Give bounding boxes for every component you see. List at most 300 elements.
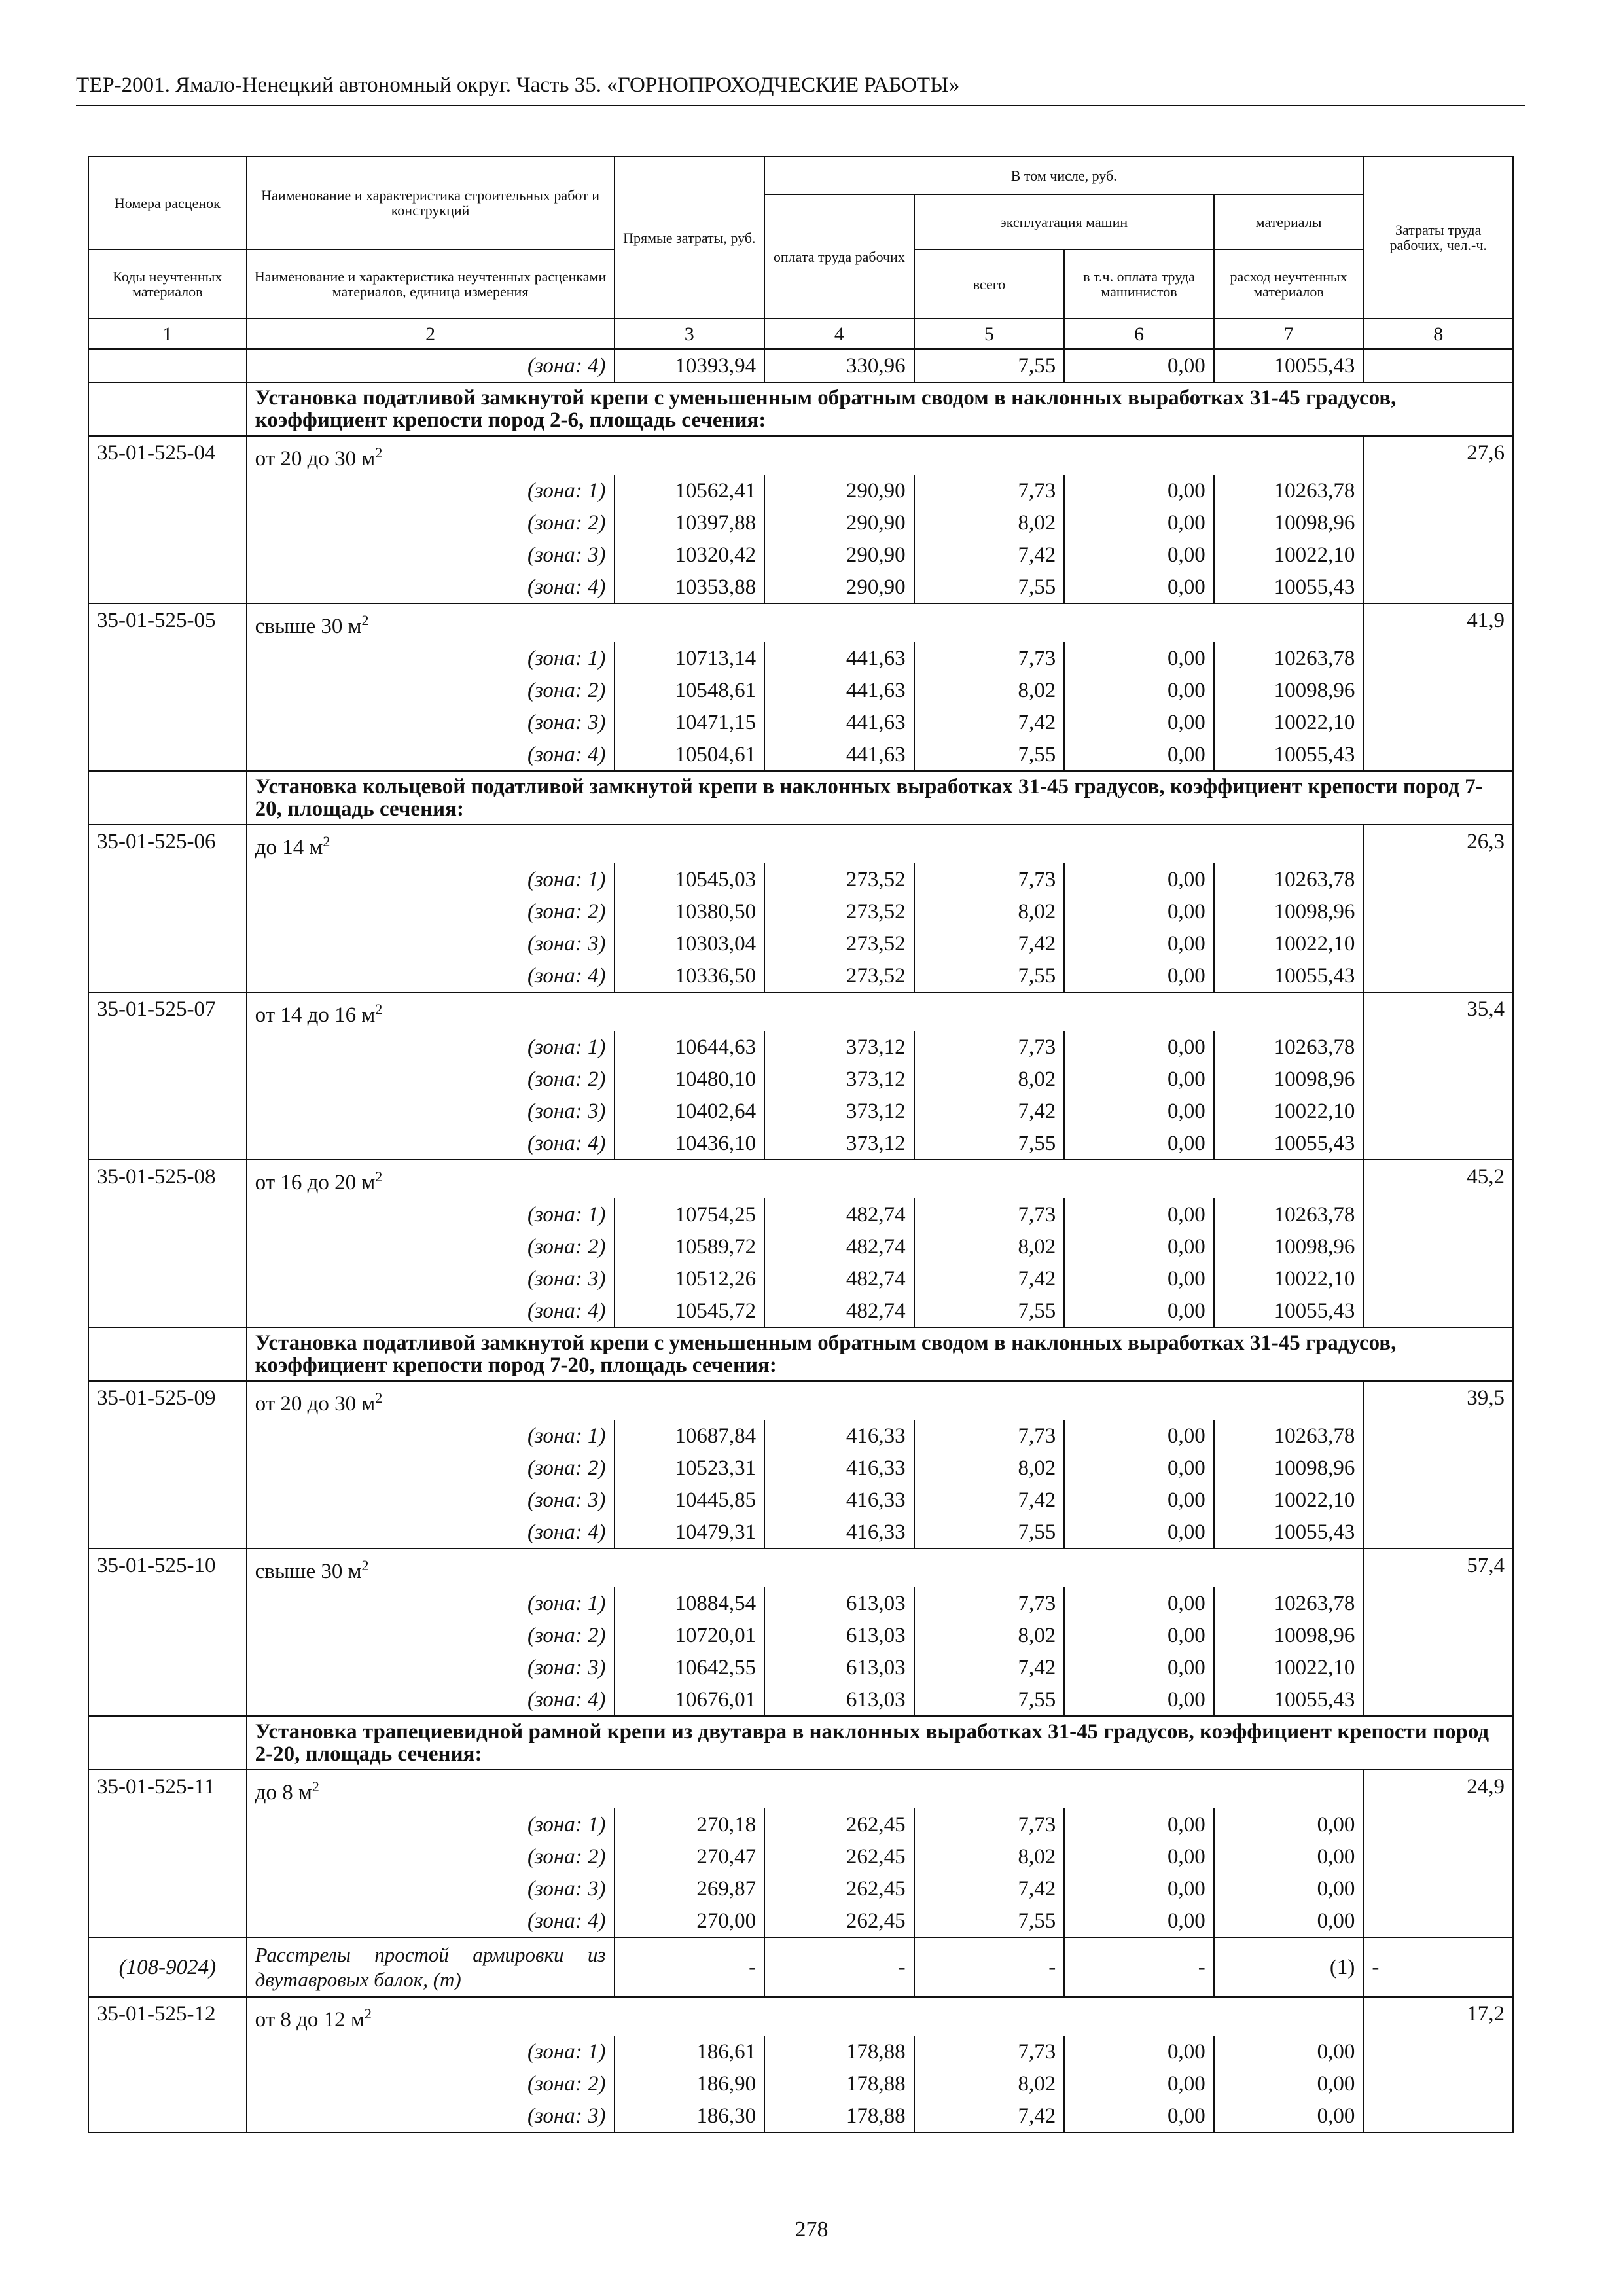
machinist-pay: 0,00 <box>1064 571 1214 603</box>
direct-costs: 10353,88 <box>615 571 765 603</box>
labor-cost <box>1363 2068 1513 2100</box>
zone-row <box>88 539 1513 571</box>
machines-total: 7,55 <box>914 1127 1065 1160</box>
machinist-pay: 0,00 <box>1064 1095 1214 1127</box>
direct-costs: 10320,42 <box>615 539 765 571</box>
worker-pay: 290,90 <box>764 539 914 571</box>
zone-row <box>88 863 1513 895</box>
machinist-pay: 0,00 <box>1064 1683 1214 1716</box>
direct-costs: 10480,10 <box>615 1063 765 1095</box>
worker-pay: 330,96 <box>764 349 914 382</box>
zone-label: (зона: 4) <box>247 571 615 603</box>
materials-cost: 10055,43 <box>1214 960 1364 992</box>
zone-row <box>88 475 1513 507</box>
machines-total: 8,02 <box>914 1619 1065 1651</box>
machines-total: 7,73 <box>914 1031 1065 1063</box>
machines-total: 7,42 <box>914 1263 1065 1295</box>
column-numbers-row <box>88 319 1513 349</box>
rate-name-text: от 20 до 30 м <box>255 1392 376 1416</box>
worker-pay: 273,52 <box>764 863 914 895</box>
rate-name-text: свыше 30 м <box>255 1560 362 1583</box>
direct-costs: 10548,61 <box>615 674 765 706</box>
rate-name-text: от 14 до 16 м <box>255 1003 376 1027</box>
rate-name <box>247 1549 1364 1587</box>
materials-cost: 10022,10 <box>1214 1484 1364 1516</box>
section-row <box>88 771 1513 825</box>
machines-total: 7,73 <box>914 1198 1065 1230</box>
section-code-cell <box>88 771 247 825</box>
labor-cost <box>1363 1683 1513 1716</box>
worker-pay: 416,33 <box>764 1452 914 1484</box>
labor-cost <box>1363 706 1513 738</box>
column-number: 4 <box>764 319 914 349</box>
rate-item-row <box>88 1160 1513 1198</box>
machinist-pay: 0,00 <box>1064 475 1214 507</box>
direct-costs: 10471,15 <box>615 706 765 738</box>
materials-cost: 10022,10 <box>1214 706 1364 738</box>
zone-label: (зона: 1) <box>247 475 615 507</box>
running-header: ТЕР-2001. Ямало-Ненецкий автономный округ. Часть 35. «ГОРНОПРОХОДЧЕСКИЕ РАБОТЫ» <box>76 73 960 97</box>
price-table <box>88 156 1514 2133</box>
zone-row <box>88 1452 1513 1484</box>
rate-code: 35-01-525-06 <box>88 825 247 863</box>
zone-row <box>88 1651 1513 1683</box>
worker-pay: 373,12 <box>764 1063 914 1095</box>
machines-total: 8,02 <box>914 895 1065 927</box>
worker-pay: 273,52 <box>764 927 914 960</box>
rate-name <box>247 1160 1364 1198</box>
machinist-pay: - <box>1064 1937 1214 1997</box>
direct-costs: 186,30 <box>615 2100 765 2132</box>
zone-row <box>88 1587 1513 1619</box>
materials-cost: 10263,78 <box>1214 863 1364 895</box>
machines-total: 7,55 <box>914 349 1065 382</box>
labor-cost <box>1363 1063 1513 1095</box>
code-cell <box>88 539 247 571</box>
zone-row <box>88 642 1513 674</box>
column-number: 8 <box>1363 319 1513 349</box>
machines-total: 8,02 <box>914 1840 1065 1873</box>
direct-costs: 270,00 <box>615 1905 765 1937</box>
code-cell <box>88 2036 247 2068</box>
header-including: В том числе, руб. <box>764 156 1363 194</box>
labor-cost: 26,3 <box>1363 825 1513 863</box>
labor-cost <box>1363 539 1513 571</box>
header-labor-costs: Затраты труда рабочих, чел.-ч. <box>1363 156 1513 319</box>
labor-cost <box>1363 349 1513 382</box>
machinist-pay: 0,00 <box>1064 1484 1214 1516</box>
direct-costs: 10402,64 <box>615 1095 765 1127</box>
direct-costs: 270,18 <box>615 1808 765 1840</box>
machines-total: 7,42 <box>914 927 1065 960</box>
code-cell <box>88 1198 247 1230</box>
labor-cost <box>1363 1808 1513 1840</box>
rate-name-text: до 8 м <box>255 1781 312 1804</box>
machinist-pay: 0,00 <box>1064 349 1214 382</box>
materials-cost: 10055,43 <box>1214 571 1364 603</box>
code-cell <box>88 1873 247 1905</box>
zone-label: (зона: 3) <box>247 2100 615 2132</box>
zone-row <box>88 1095 1513 1127</box>
header-direct-costs: Прямые затраты, руб. <box>615 156 765 319</box>
worker-pay: 373,12 <box>764 1031 914 1063</box>
labor-cost <box>1363 1198 1513 1230</box>
header-material-names: Наименование и характеристика неучтенных расценками материалов, единица измерения <box>247 249 615 319</box>
direct-costs: 10884,54 <box>615 1587 765 1619</box>
direct-costs: 269,87 <box>615 1873 765 1905</box>
worker-pay: 613,03 <box>764 1587 914 1619</box>
rate-name-text: свыше 30 м <box>255 615 362 638</box>
machines-total: 7,42 <box>914 1651 1065 1683</box>
header-machine-operation: эксплуатация машин <box>914 194 1214 249</box>
zone-row <box>88 738 1513 771</box>
machines-total: 7,73 <box>914 1587 1065 1619</box>
code-cell <box>88 507 247 539</box>
material-row <box>88 1937 1513 1997</box>
direct-costs: 10393,94 <box>615 349 765 382</box>
worker-pay: 416,33 <box>764 1420 914 1452</box>
materials-cost: 10022,10 <box>1214 1651 1364 1683</box>
zone-label: (зона: 1) <box>247 2036 615 2068</box>
labor-cost <box>1363 1095 1513 1127</box>
code-cell <box>88 571 247 603</box>
worker-pay: - <box>764 1937 914 1997</box>
labor-cost <box>1363 863 1513 895</box>
code-cell <box>88 1683 247 1716</box>
labor-cost <box>1363 2036 1513 2068</box>
worker-pay: 416,33 <box>764 1516 914 1549</box>
machines-total: 8,02 <box>914 1063 1065 1095</box>
machinist-pay: 0,00 <box>1064 1295 1214 1327</box>
worker-pay: 290,90 <box>764 571 914 603</box>
header-work-name: Наименование и характеристика строительных работ и конструкций <box>247 156 615 249</box>
zone-row <box>88 349 1513 382</box>
labor-cost <box>1363 571 1513 603</box>
labor-cost <box>1363 1295 1513 1327</box>
direct-costs: 10545,72 <box>615 1295 765 1327</box>
header-material-codes: Коды неучтенных материалов <box>88 249 247 319</box>
zone-label: (зона: 4) <box>247 349 615 382</box>
labor-cost: - <box>1363 1937 1513 1997</box>
rate-code: 35-01-525-08 <box>88 1160 247 1198</box>
code-cell <box>88 1095 247 1127</box>
zone-label: (зона: 2) <box>247 1619 615 1651</box>
zone-label: (зона: 1) <box>247 863 615 895</box>
table-body <box>88 349 1513 2132</box>
rate-name-superscript: 2 <box>375 1390 383 1406</box>
column-number: 6 <box>1064 319 1214 349</box>
rate-item-row <box>88 992 1513 1031</box>
header-machines-total: всего <box>914 249 1065 319</box>
labor-cost <box>1363 1840 1513 1873</box>
material-code: (108-9024) <box>88 1937 247 1997</box>
rate-name <box>247 1997 1364 2036</box>
labor-cost <box>1363 738 1513 771</box>
direct-costs: 10562,41 <box>615 475 765 507</box>
rate-item-row <box>88 1381 1513 1420</box>
zone-row <box>88 674 1513 706</box>
code-cell <box>88 738 247 771</box>
section-code-cell <box>88 382 247 436</box>
machinist-pay: 0,00 <box>1064 2036 1214 2068</box>
machinist-pay: 0,00 <box>1064 2068 1214 2100</box>
zone-label: (зона: 3) <box>247 1263 615 1295</box>
materials-cost: 10055,43 <box>1214 1516 1364 1549</box>
materials-cost: 10263,78 <box>1214 1587 1364 1619</box>
code-cell <box>88 1420 247 1452</box>
machinist-pay: 0,00 <box>1064 1873 1214 1905</box>
zone-label: (зона: 4) <box>247 960 615 992</box>
rate-item-row <box>88 1770 1513 1808</box>
zone-row <box>88 1905 1513 1937</box>
materials-cost: 10098,96 <box>1214 1063 1364 1095</box>
labor-cost <box>1363 1420 1513 1452</box>
zone-row <box>88 1516 1513 1549</box>
code-cell <box>88 1840 247 1873</box>
labor-cost: 39,5 <box>1363 1381 1513 1420</box>
direct-costs: 10504,61 <box>615 738 765 771</box>
zone-row <box>88 1230 1513 1263</box>
rate-name <box>247 436 1364 475</box>
rate-code: 35-01-525-11 <box>88 1770 247 1808</box>
section-title: Установка податливой замкнутой крепи с уменьшенным обратным сводом в наклонных выработках 31-45 градусов, коэффициент крепости пород 7-20, площадь сечения: <box>247 1327 1513 1381</box>
direct-costs: 10445,85 <box>615 1484 765 1516</box>
direct-costs: 10397,88 <box>615 507 765 539</box>
zone-row <box>88 895 1513 927</box>
zone-label: (зона: 3) <box>247 1484 615 1516</box>
direct-costs: 186,61 <box>615 2036 765 2068</box>
zone-label: (зона: 2) <box>247 895 615 927</box>
labor-cost <box>1363 1484 1513 1516</box>
materials-cost: (1) <box>1214 1937 1364 1997</box>
direct-costs: 10303,04 <box>615 927 765 960</box>
code-cell <box>88 1031 247 1063</box>
worker-pay: 373,12 <box>764 1095 914 1127</box>
machines-total: 8,02 <box>914 2068 1065 2100</box>
direct-costs: 10642,55 <box>615 1651 765 1683</box>
direct-costs: 10713,14 <box>615 642 765 674</box>
direct-costs: - <box>615 1937 765 1997</box>
rate-name <box>247 1381 1364 1420</box>
header-machinist-pay: в т.ч. оплата труда машинистов <box>1064 249 1214 319</box>
zone-label: (зона: 1) <box>247 1587 615 1619</box>
machinist-pay: 0,00 <box>1064 539 1214 571</box>
rate-name-superscript: 2 <box>375 1168 383 1185</box>
zone-label: (зона: 3) <box>247 1873 615 1905</box>
machinist-pay: 0,00 <box>1064 863 1214 895</box>
code-cell <box>88 642 247 674</box>
machinist-pay: 0,00 <box>1064 1516 1214 1549</box>
machinist-pay: 0,00 <box>1064 1840 1214 1873</box>
materials-cost: 10098,96 <box>1214 895 1364 927</box>
machines-total: 7,55 <box>914 1683 1065 1716</box>
code-cell <box>88 1263 247 1295</box>
zone-row <box>88 1420 1513 1452</box>
machinist-pay: 0,00 <box>1064 1198 1214 1230</box>
zone-label: (зона: 4) <box>247 1516 615 1549</box>
worker-pay: 482,74 <box>764 1295 914 1327</box>
machinist-pay: 0,00 <box>1064 1420 1214 1452</box>
machinist-pay: 0,00 <box>1064 1127 1214 1160</box>
machines-total: 7,42 <box>914 1484 1065 1516</box>
zone-row <box>88 1619 1513 1651</box>
header-materials: материалы <box>1214 194 1364 249</box>
zone-row <box>88 571 1513 603</box>
zone-row <box>88 706 1513 738</box>
table-header <box>88 156 1513 349</box>
materials-cost: 0,00 <box>1214 1840 1364 1873</box>
zone-row <box>88 2100 1513 2132</box>
labor-cost <box>1363 960 1513 992</box>
machines-total: 8,02 <box>914 674 1065 706</box>
materials-cost: 0,00 <box>1214 2100 1364 2132</box>
direct-costs: 10523,31 <box>615 1452 765 1484</box>
materials-cost: 10055,43 <box>1214 1683 1364 1716</box>
direct-costs: 186,90 <box>615 2068 765 2100</box>
labor-cost <box>1363 1263 1513 1295</box>
materials-cost: 10263,78 <box>1214 475 1364 507</box>
machines-total: 7,42 <box>914 706 1065 738</box>
code-cell <box>88 927 247 960</box>
materials-cost: 10263,78 <box>1214 1198 1364 1230</box>
labor-cost <box>1363 1516 1513 1549</box>
machinist-pay: 0,00 <box>1064 1619 1214 1651</box>
direct-costs: 10380,50 <box>615 895 765 927</box>
machines-total: - <box>914 1937 1065 1997</box>
code-cell <box>88 960 247 992</box>
rate-name-superscript: 2 <box>361 1557 369 1573</box>
machinist-pay: 0,00 <box>1064 1452 1214 1484</box>
machinist-pay: 0,00 <box>1064 738 1214 771</box>
page-number: 278 <box>794 2217 829 2242</box>
rate-name-superscript: 2 <box>312 1778 319 1795</box>
zone-row <box>88 1873 1513 1905</box>
code-cell <box>88 1587 247 1619</box>
machinist-pay: 0,00 <box>1064 1905 1214 1937</box>
worker-pay: 262,45 <box>764 1840 914 1873</box>
zone-label: (зона: 4) <box>247 1905 615 1937</box>
direct-costs: 10436,10 <box>615 1127 765 1160</box>
rate-name-text: до 14 м <box>255 836 323 859</box>
labor-cost <box>1363 1651 1513 1683</box>
direct-costs: 10720,01 <box>615 1619 765 1651</box>
materials-cost: 10022,10 <box>1214 1095 1364 1127</box>
header-unaccounted-materials: расход неучтенных материалов <box>1214 249 1364 319</box>
machines-total: 7,55 <box>914 1295 1065 1327</box>
code-cell <box>88 1452 247 1484</box>
worker-pay: 482,74 <box>764 1230 914 1263</box>
worker-pay: 613,03 <box>764 1651 914 1683</box>
direct-costs: 10754,25 <box>615 1198 765 1230</box>
column-number: 3 <box>615 319 765 349</box>
zone-label: (зона: 1) <box>247 1808 615 1840</box>
rate-name-superscript: 2 <box>375 1001 383 1017</box>
machines-total: 7,73 <box>914 642 1065 674</box>
materials-cost: 10022,10 <box>1214 539 1364 571</box>
zone-label: (зона: 3) <box>247 1651 615 1683</box>
machines-total: 7,55 <box>914 960 1065 992</box>
section-row <box>88 1716 1513 1770</box>
labor-cost: 35,4 <box>1363 992 1513 1031</box>
zone-label: (зона: 2) <box>247 1840 615 1873</box>
zone-label: (зона: 1) <box>247 642 615 674</box>
materials-cost: 0,00 <box>1214 1808 1364 1840</box>
zone-row <box>88 1031 1513 1063</box>
labor-cost: 27,6 <box>1363 436 1513 475</box>
zone-label: (зона: 3) <box>247 706 615 738</box>
rate-code: 35-01-525-10 <box>88 1549 247 1587</box>
machines-total: 7,55 <box>914 1905 1065 1937</box>
rate-code: 35-01-525-05 <box>88 603 247 642</box>
worker-pay: 290,90 <box>764 507 914 539</box>
zone-row <box>88 1484 1513 1516</box>
zone-label: (зона: 1) <box>247 1031 615 1063</box>
machines-total: 7,73 <box>914 863 1065 895</box>
code-cell <box>88 1651 247 1683</box>
zone-row <box>88 2068 1513 2100</box>
material-name: Расстрелы простой армировки из двутавровых балок, (т) <box>247 1937 615 1997</box>
materials-cost: 10055,43 <box>1214 1127 1364 1160</box>
machines-total: 7,42 <box>914 2100 1065 2132</box>
header-worker-pay: оплата труда рабочих <box>764 194 914 319</box>
worker-pay: 416,33 <box>764 1484 914 1516</box>
zone-label: (зона: 1) <box>247 1198 615 1230</box>
machinist-pay: 0,00 <box>1064 2100 1214 2132</box>
worker-pay: 178,88 <box>764 2068 914 2100</box>
rate-code: 35-01-525-12 <box>88 1997 247 2036</box>
rate-name-text: от 8 до 12 м <box>255 2008 365 2032</box>
rate-item-row <box>88 436 1513 475</box>
machinist-pay: 0,00 <box>1064 960 1214 992</box>
zone-row <box>88 1808 1513 1840</box>
section-row <box>88 1327 1513 1381</box>
labor-cost <box>1363 1587 1513 1619</box>
machinist-pay: 0,00 <box>1064 1230 1214 1263</box>
machinist-pay: 0,00 <box>1064 1031 1214 1063</box>
worker-pay: 441,63 <box>764 642 914 674</box>
code-cell <box>88 895 247 927</box>
materials-cost: 10263,78 <box>1214 1031 1364 1063</box>
labor-cost <box>1363 1905 1513 1937</box>
column-number: 2 <box>247 319 615 349</box>
zone-label: (зона: 4) <box>247 1127 615 1160</box>
materials-cost: 10055,43 <box>1214 738 1364 771</box>
rate-name <box>247 825 1364 863</box>
zone-label: (зона: 2) <box>247 507 615 539</box>
code-cell <box>88 349 247 382</box>
rate-name <box>247 992 1364 1031</box>
worker-pay: 273,52 <box>764 895 914 927</box>
worker-pay: 178,88 <box>764 2036 914 2068</box>
header-rate-numbers: Номера расценок <box>88 156 247 249</box>
zone-label: (зона: 4) <box>247 1295 615 1327</box>
machinist-pay: 0,00 <box>1064 1587 1214 1619</box>
worker-pay: 441,63 <box>764 706 914 738</box>
machines-total: 7,73 <box>914 1420 1065 1452</box>
zone-row <box>88 1295 1513 1327</box>
labor-cost <box>1363 475 1513 507</box>
section-row <box>88 382 1513 436</box>
worker-pay: 262,45 <box>764 1873 914 1905</box>
materials-cost: 10098,96 <box>1214 1452 1364 1484</box>
code-cell <box>88 2100 247 2132</box>
labor-cost <box>1363 507 1513 539</box>
rate-name-text: от 20 до 30 м <box>255 447 376 471</box>
labor-cost: 24,9 <box>1363 1770 1513 1808</box>
worker-pay: 613,03 <box>764 1683 914 1716</box>
rate-item-row <box>88 825 1513 863</box>
materials-cost: 10263,78 <box>1214 1420 1364 1452</box>
